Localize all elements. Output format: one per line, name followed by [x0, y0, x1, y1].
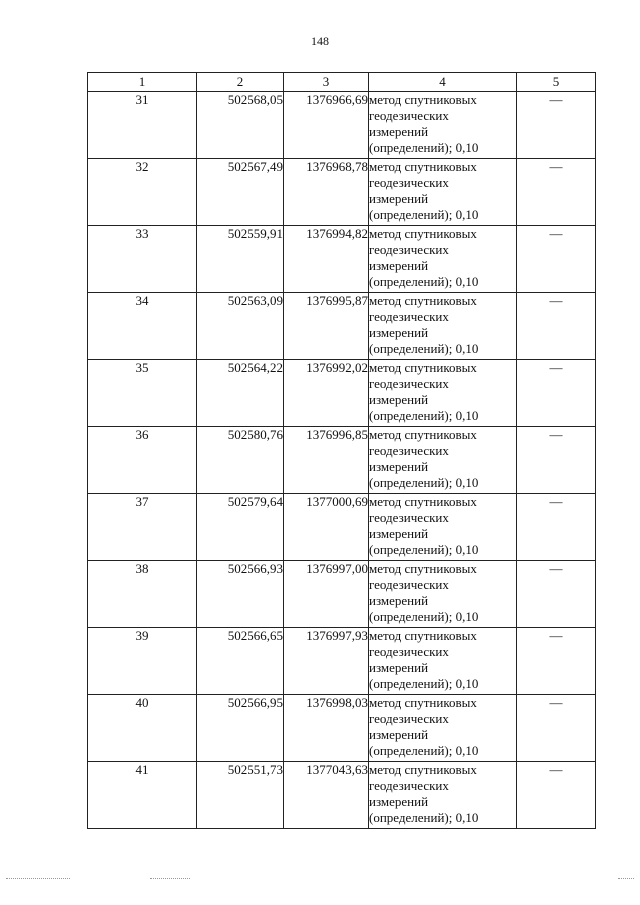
- coordinate-y: 1376998,03: [284, 695, 369, 762]
- table-row: [88, 762, 596, 829]
- column-header-3: 3: [284, 73, 369, 92]
- method-accuracy: метод спутниковых геодезических измерений (определений); 0,10: [369, 494, 517, 561]
- note-dash: —: [517, 293, 596, 360]
- coordinate-x: 502566,93: [197, 561, 284, 628]
- note-dash: —: [517, 628, 596, 695]
- coordinate-x: 502567,49: [197, 159, 284, 226]
- point-number: 32: [88, 159, 197, 226]
- table-row: [88, 226, 596, 293]
- coordinate-x: 502551,73: [197, 762, 284, 829]
- point-number: 36: [88, 427, 197, 494]
- note-dash: —: [517, 360, 596, 427]
- method-accuracy: метод спутниковых геодезических измерений (определений); 0,10: [369, 92, 517, 159]
- coordinate-y: 1376997,93: [284, 628, 369, 695]
- point-number: 38: [88, 561, 197, 628]
- column-header-1: 1: [88, 73, 197, 92]
- footer-rule-middle: [150, 878, 190, 879]
- table-row: [88, 360, 596, 427]
- column-header-2: 2: [197, 73, 284, 92]
- table-header-row: [88, 73, 596, 92]
- table-row: [88, 561, 596, 628]
- note-dash: —: [517, 427, 596, 494]
- coordinate-x: 502566,95: [197, 695, 284, 762]
- coordinate-x: 502568,05: [197, 92, 284, 159]
- note-dash: —: [517, 159, 596, 226]
- coordinate-y: 1376968,78: [284, 159, 369, 226]
- coordinate-y: 1376995,87: [284, 293, 369, 360]
- method-accuracy: метод спутниковых геодезических измерений (определений); 0,10: [369, 360, 517, 427]
- coordinate-y: 1376994,82: [284, 226, 369, 293]
- coordinate-x: 502566,65: [197, 628, 284, 695]
- footer-rule-right: [618, 878, 634, 879]
- note-dash: —: [517, 92, 596, 159]
- method-accuracy: метод спутниковых геодезических измерений (определений); 0,10: [369, 226, 517, 293]
- coordinates-table: [87, 72, 596, 829]
- method-accuracy: метод спутниковых геодезических измерений (определений); 0,10: [369, 561, 517, 628]
- point-number: 37: [88, 494, 197, 561]
- coordinate-y: 1376966,69: [284, 92, 369, 159]
- table-row: [88, 695, 596, 762]
- note-dash: —: [517, 695, 596, 762]
- coordinate-x: 502559,91: [197, 226, 284, 293]
- method-accuracy: метод спутниковых геодезических измерений (определений); 0,10: [369, 159, 517, 226]
- note-dash: —: [517, 494, 596, 561]
- coordinate-x: 502579,64: [197, 494, 284, 561]
- column-header-5: 5: [517, 73, 596, 92]
- column-header-4: 4: [369, 73, 517, 92]
- point-number: 31: [88, 92, 197, 159]
- point-number: 34: [88, 293, 197, 360]
- table-row: [88, 293, 596, 360]
- coordinate-x: 502580,76: [197, 427, 284, 494]
- method-accuracy: метод спутниковых геодезических измерений (определений); 0,10: [369, 695, 517, 762]
- coordinate-y: 1376997,00: [284, 561, 369, 628]
- table-row: [88, 628, 596, 695]
- coordinate-y: 1377043,63: [284, 762, 369, 829]
- page-number: 148: [311, 34, 329, 48]
- method-accuracy: метод спутниковых геодезических измерений (определений); 0,10: [369, 762, 517, 829]
- method-accuracy: метод спутниковых геодезических измерений (определений); 0,10: [369, 427, 517, 494]
- coordinate-x: 502563,09: [197, 293, 284, 360]
- method-accuracy: метод спутниковых геодезических измерений (определений); 0,10: [369, 628, 517, 695]
- table-row: [88, 494, 596, 561]
- point-number: 33: [88, 226, 197, 293]
- note-dash: —: [517, 762, 596, 829]
- coordinate-y: 1376996,85: [284, 427, 369, 494]
- point-number: 41: [88, 762, 197, 829]
- point-number: 40: [88, 695, 197, 762]
- table-row: [88, 159, 596, 226]
- table-row: [88, 427, 596, 494]
- point-number: 39: [88, 628, 197, 695]
- point-number: 35: [88, 360, 197, 427]
- note-dash: —: [517, 226, 596, 293]
- coordinate-x: 502564,22: [197, 360, 284, 427]
- table-row: [88, 92, 596, 159]
- coordinate-y: 1376992,02: [284, 360, 369, 427]
- coordinate-y: 1377000,69: [284, 494, 369, 561]
- note-dash: —: [517, 561, 596, 628]
- method-accuracy: метод спутниковых геодезических измерений (определений); 0,10: [369, 293, 517, 360]
- footer-rule-left: [6, 878, 70, 879]
